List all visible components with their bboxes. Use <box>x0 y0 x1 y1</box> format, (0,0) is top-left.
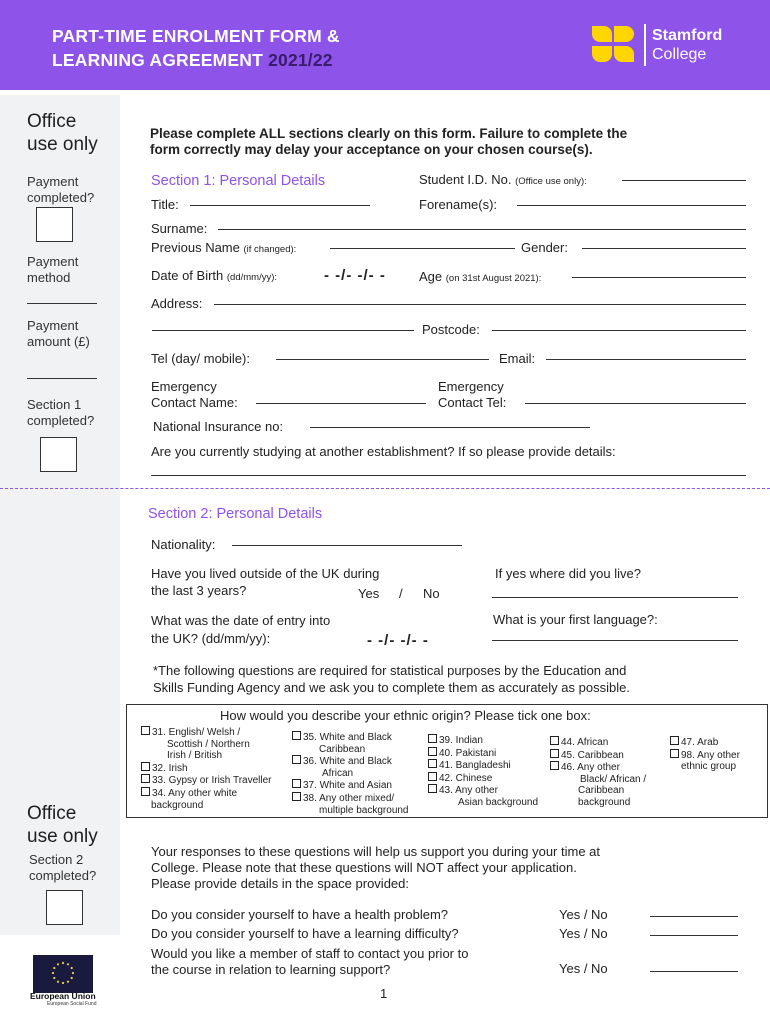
learning-yes-no[interactable]: Yes / No <box>559 926 608 941</box>
ethnic-option-46[interactable] <box>550 761 646 774</box>
payment-completed-line1: Payment <box>27 174 79 189</box>
studying-label: Are you currently studying at another establishment? If so please provide details: <box>151 444 616 459</box>
where-live-field[interactable] <box>492 597 738 598</box>
support-line1: Your responses to these questions will help us support you during your time at <box>151 844 601 859</box>
payment-amount-line[interactable] <box>27 378 97 379</box>
ethnic-option-98[interactable] <box>670 749 740 762</box>
ethnic-option-35-label: 35. White and Black <box>303 732 392 743</box>
checkbox-icon[interactable] <box>550 761 559 770</box>
first-language-field[interactable] <box>492 640 738 641</box>
payment-method-line[interactable] <box>27 303 97 304</box>
ethnic-col4 <box>550 736 646 809</box>
student-id-note: (Office use only): <box>515 176 587 187</box>
header-banner <box>0 0 770 90</box>
form-title-line1: PART-TIME ENROLMENT FORM & <box>52 26 340 46</box>
ethnic-option-37[interactable] <box>292 779 409 792</box>
section1-completed-checkbox[interactable] <box>40 437 77 472</box>
ethnic-option-33[interactable] <box>141 774 271 787</box>
ni-label: National Insurance no: <box>153 419 284 434</box>
ethnic-option-40[interactable] <box>428 747 538 760</box>
email-field[interactable] <box>546 359 746 360</box>
lived-outside-line1: Have you lived outside of the UK during <box>151 566 380 581</box>
section-divider <box>0 488 770 489</box>
support-line3: Please provide details in the space provided: <box>151 876 409 891</box>
ethnic-option-38-label: 38. Any other mixed/ <box>303 792 395 804</box>
contact-question-line1: Would you like a member of staff to contact you prior to <box>151 946 469 961</box>
eu-label: European Union <box>30 991 96 1001</box>
dob-note: (dd/mm/yy): <box>226 272 278 283</box>
checkbox-icon[interactable] <box>141 726 150 735</box>
form-title <box>52 24 340 72</box>
checkbox-icon[interactable] <box>292 792 301 801</box>
tel-label: Tel (day/ mobile): <box>151 351 250 366</box>
ethnic-option-42-label: 42. Chinese <box>439 772 493 784</box>
surname-label: Surname: <box>151 221 208 236</box>
emergency-tel-field[interactable] <box>525 403 746 404</box>
ethnic-option-46-label: 46. Any other <box>561 762 620 774</box>
support-line2: College. Please note that these questions will NOT affect your application. <box>151 860 577 875</box>
office2-heading <box>27 802 98 848</box>
address-label: Address: <box>151 296 203 311</box>
section1-heading: Section 1: Personal Details <box>151 173 326 189</box>
office-heading <box>27 110 98 156</box>
ethnic-col3 <box>428 734 538 809</box>
ethnic-option-31-cont2: Irish / British <box>167 750 223 762</box>
emergency-name-field[interactable] <box>256 403 426 404</box>
entry-date-line1: What was the date of entry into <box>151 613 331 628</box>
ethnic-option-42[interactable] <box>428 772 538 785</box>
checkbox-icon[interactable] <box>141 774 150 783</box>
ethnic-option-39-label: 39. Indian <box>439 735 483 746</box>
age-text: Age <box>419 269 443 284</box>
checkbox-icon[interactable] <box>428 772 437 781</box>
previous-name-label <box>151 240 296 258</box>
ethnic-option-31[interactable] <box>141 726 271 739</box>
first-language-label: What is your first language?: <box>493 612 658 627</box>
ethnic-option-31-label: 31. English/ Welsh / <box>152 727 241 738</box>
checkbox-icon[interactable] <box>670 749 679 758</box>
age-label <box>419 269 541 287</box>
intro-line2: form correctly may delay your acceptance on your chosen course(s). <box>150 142 593 157</box>
eu-sub-label: European Social Fund <box>47 1001 97 1007</box>
payment-amount-line1: Payment <box>27 318 79 333</box>
ethnic-option-32[interactable] <box>141 762 271 775</box>
ethnic-option-36-cont: African <box>322 767 354 779</box>
college-name-line1: Stamford <box>652 27 723 44</box>
learning-question: Do you consider yourself to have a learning difficulty? <box>151 926 459 941</box>
previous-name-field[interactable] <box>330 248 515 249</box>
emergency-name-line1: Emergency <box>151 379 217 394</box>
payment-method-label <box>27 254 78 286</box>
page-number: 1 <box>380 986 388 1001</box>
emergency-tel-label <box>438 379 506 411</box>
ethnic-option-31-cont1: Scottish / Northern <box>167 738 250 750</box>
section2-completed-line1: Section 2 <box>29 852 84 867</box>
payment-completed-line2: completed? <box>27 190 95 205</box>
ethnic-option-41[interactable] <box>428 759 538 772</box>
student-id-field[interactable] <box>622 180 746 181</box>
checkbox-icon[interactable] <box>428 747 437 756</box>
where-live-label: If yes where did you live? <box>495 566 641 581</box>
checkbox-icon[interactable] <box>550 736 559 745</box>
payment-completed-label <box>27 174 94 206</box>
ethnic-option-35-cont: Caribbean <box>319 743 366 755</box>
health-field[interactable] <box>650 916 738 917</box>
checkbox-icon[interactable] <box>428 759 437 768</box>
age-note: (on 31st August 2021): <box>445 273 542 284</box>
dob-label <box>151 268 277 286</box>
postcode-field[interactable] <box>492 330 746 331</box>
contact-field[interactable] <box>650 971 738 972</box>
ethnic-option-47-label: 47. Arab <box>681 737 719 748</box>
title-label: Title: <box>151 197 179 212</box>
ethnic-option-98-cont: ethnic group <box>681 761 737 773</box>
student-id-text: Student I.D. No. <box>419 172 512 187</box>
intro-line1: Please complete ALL sections clearly on this form. Failure to complete the <box>150 126 628 141</box>
emergency-name-label <box>151 379 238 411</box>
entry-date-field[interactable]: - -/- -/- - <box>367 632 429 649</box>
emergency-tel-line1: Emergency <box>438 379 504 394</box>
section2-heading: Section 2: Personal Details <box>148 506 323 522</box>
forenames-field[interactable] <box>517 205 746 206</box>
checkbox-icon[interactable] <box>292 779 301 788</box>
ni-field[interactable] <box>310 427 590 428</box>
college-name <box>652 26 722 64</box>
ethnic-option-38[interactable] <box>292 792 409 805</box>
previous-name-note: (if changed): <box>243 244 297 255</box>
form-year: 2021/22 <box>268 50 333 70</box>
ethnic-option-44-label: 44. African <box>561 737 609 748</box>
section1-completed-line1: Section 1 <box>27 397 82 412</box>
ethnic-option-98-label: 98. Any other <box>681 749 740 761</box>
payment-method-line1: Payment <box>27 254 79 269</box>
office2-heading-line2: use only <box>27 826 98 847</box>
studying-field[interactable] <box>151 475 746 476</box>
section1-completed-line2: completed? <box>27 413 95 428</box>
dob-text: Date of Birth <box>151 268 224 283</box>
ethnic-option-43-cont: Asian background <box>458 796 539 808</box>
forenames-label: Forename(s): <box>419 197 498 212</box>
postcode-label: Postcode: <box>422 322 480 337</box>
checkbox-icon[interactable] <box>550 749 559 758</box>
surname-field[interactable] <box>218 229 746 230</box>
dob-field[interactable]: - -/- -/- - <box>324 267 386 284</box>
stat-note-line1: *The following questions are required for statistical purposes by the Education and <box>153 663 627 678</box>
ethnic-col1 <box>141 726 271 811</box>
contact-yes-no[interactable]: Yes / No <box>559 961 608 976</box>
payment-method-line2: method <box>27 270 71 285</box>
ethnic-col5 <box>670 736 740 773</box>
emergency-name-line2: Contact Name: <box>151 395 238 410</box>
ethnic-option-46-cont1: Black/ African / <box>580 773 647 785</box>
ethnic-option-40-label: 40. Pakistani <box>439 747 497 759</box>
health-yes-no[interactable]: Yes / No <box>559 907 608 922</box>
ethnic-option-46-cont3: background <box>578 796 631 808</box>
ethnic-option-44[interactable] <box>550 736 646 749</box>
health-question: Do you consider yourself to have a health problem? <box>151 907 449 922</box>
college-name-line2: College <box>652 46 707 63</box>
stat-note-line2: Skills Funding Agency and we ask you to complete them as accurately as possible. <box>153 680 630 695</box>
tel-field[interactable] <box>276 359 489 360</box>
ethnic-option-36[interactable] <box>292 755 409 768</box>
gender-field[interactable] <box>582 248 746 249</box>
section1-completed-label <box>27 397 94 429</box>
ethnic-option-32-label: 32. Irish <box>152 762 188 774</box>
ethnic-option-47[interactable] <box>670 736 740 749</box>
office2-heading-line1: Office <box>27 803 77 824</box>
lived-outside-slash: / <box>399 586 403 601</box>
address-field-line2[interactable] <box>152 330 414 331</box>
ethnic-option-41-label: 41. Bangladeshi <box>439 760 511 772</box>
ethnic-option-43-label: 43. Any other <box>439 785 498 797</box>
eu-stars-icon <box>33 955 93 993</box>
section2-completed-line2: completed? <box>29 868 97 883</box>
age-field[interactable] <box>572 277 746 278</box>
payment-completed-checkbox[interactable] <box>36 207 73 242</box>
checkbox-icon[interactable] <box>292 755 301 764</box>
emergency-tel-line2: Contact Tel: <box>438 395 507 410</box>
email-label: Email: <box>499 351 536 366</box>
ethnic-option-43[interactable] <box>428 784 538 797</box>
gender-label: Gender: <box>521 240 568 255</box>
payment-amount-label <box>27 318 90 350</box>
ethnic-option-34-cont: background <box>151 799 204 811</box>
ethnic-option-45-label: 45. Caribbean <box>561 749 624 761</box>
checkbox-icon[interactable] <box>428 784 437 793</box>
checkbox-icon[interactable] <box>428 734 437 743</box>
nationality-field[interactable] <box>232 545 462 546</box>
checkbox-icon[interactable] <box>292 731 301 740</box>
ethnic-option-35[interactable] <box>292 731 409 744</box>
ethnic-option-38-cont: multiple background <box>319 804 409 816</box>
logo-divider <box>644 24 646 66</box>
lived-outside-yes[interactable]: Yes <box>358 586 380 601</box>
lived-outside-line2: the last 3 years? <box>151 583 247 598</box>
nationality-label: Nationality: <box>151 537 216 552</box>
section2-completed-checkbox[interactable] <box>46 890 83 925</box>
eu-flag-icon <box>33 955 93 993</box>
ethnic-col2 <box>292 731 409 816</box>
college-logo-icon <box>590 24 636 64</box>
previous-name-text: Previous Name <box>151 240 240 255</box>
checkbox-icon[interactable] <box>141 787 150 796</box>
form-title-line2: LEARNING AGREEMENT <box>52 50 264 70</box>
ethnic-option-46-cont2: Caribbean <box>578 785 625 797</box>
payment-amount-line2: amount (£) <box>27 334 90 349</box>
ethnic-option-34-label: 34. Any other white <box>152 787 238 799</box>
learning-field[interactable] <box>650 935 738 936</box>
office-heading-line1: Office <box>27 111 77 132</box>
title-field[interactable] <box>190 205 370 206</box>
checkbox-icon[interactable] <box>141 762 150 771</box>
address-field-line1[interactable] <box>214 304 746 305</box>
ethnic-option-33-label: 33. Gypsy or Irish Traveller <box>152 775 272 787</box>
checkbox-icon[interactable] <box>670 736 679 745</box>
ethnic-option-37-label: 37. White and Asian <box>303 780 392 792</box>
lived-outside-no[interactable]: No <box>423 586 440 601</box>
ethnic-option-45[interactable] <box>550 749 646 762</box>
ethnic-heading: How would you describe your ethnic origin? Please tick one box: <box>220 708 591 723</box>
ethnic-option-39[interactable] <box>428 734 538 747</box>
ethnic-option-34[interactable] <box>141 787 271 800</box>
entry-date-line2: the UK? (dd/mm/yy): <box>151 631 271 646</box>
office-heading-line2: use only <box>27 134 98 155</box>
student-id-label <box>419 172 587 190</box>
section2-completed-label <box>29 852 96 884</box>
contact-question-line2: the course in relation to learning support? <box>151 962 391 977</box>
ethnic-option-36-label: 36. White and Black <box>303 756 392 768</box>
